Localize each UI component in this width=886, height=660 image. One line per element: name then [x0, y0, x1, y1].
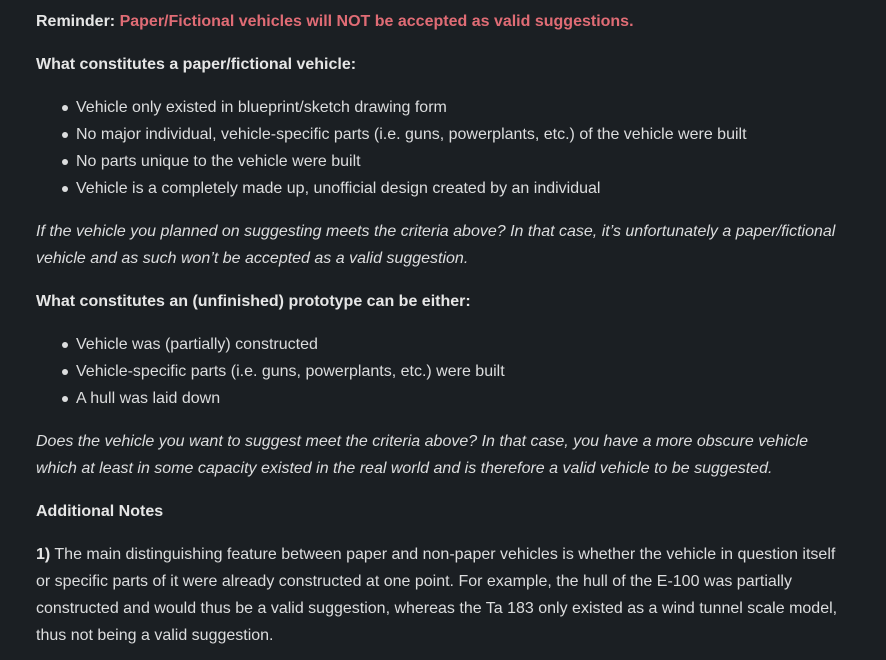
list-item: No parts unique to the vehicle were built — [76, 148, 850, 175]
list-item: A hull was laid down — [76, 385, 850, 412]
note-1-text: The main distinguishing feature between paper and non-paper vehicles is whether the vehicle in question itself or specific parts of it were already constructed at one point. For example, the hull of the E-100 was partially constructed and would thus be a valid suggestion, whereas the Ta 183 only existed as a wind tunnel scale model, thus not being a valid suggestion. — [36, 546, 838, 644]
notes-heading: Additional Notes — [36, 503, 164, 520]
note-1 — [36, 541, 850, 649]
reminder-label: Reminder: — [36, 13, 116, 30]
paper-criteria-list — [36, 94, 850, 202]
reminder-text: Paper/Fictional vehicles will NOT be accepted as valid suggestions. — [119, 13, 634, 30]
list-item: Vehicle was (partially) constructed — [76, 331, 850, 358]
paper-conclusion: If the vehicle you planned on suggesting meets the criteria above? In that case, it’s unfortunately a paper/fictional vehicle and as such won’t be accepted as a valid suggestion. — [36, 223, 836, 267]
prototype-heading: What constitutes an (unfinished) prototype can be either: — [36, 293, 471, 310]
note-1-number: 1) — [36, 546, 51, 563]
list-item: Vehicle is a completely made up, unofficial design created by an individual — [76, 175, 850, 202]
prototype-conclusion: Does the vehicle you want to suggest meet the criteria above? In that case, you have a more obscure vehicle which at least in some capacity existed in the real world and is therefore a valid vehicle to be suggested. — [36, 433, 808, 477]
list-item: Vehicle only existed in blueprint/sketch drawing form — [76, 94, 850, 121]
list-item: No major individual, vehicle-specific parts (i.e. guns, powerplants, etc.) of the vehicle were built — [76, 121, 850, 148]
list-item: Vehicle-specific parts (i.e. guns, powerplants, etc.) were built — [76, 358, 850, 385]
prototype-criteria-list — [36, 331, 850, 412]
reminder-paragraph — [36, 8, 850, 35]
paper-heading: What constitutes a paper/fictional vehicle: — [36, 56, 357, 73]
